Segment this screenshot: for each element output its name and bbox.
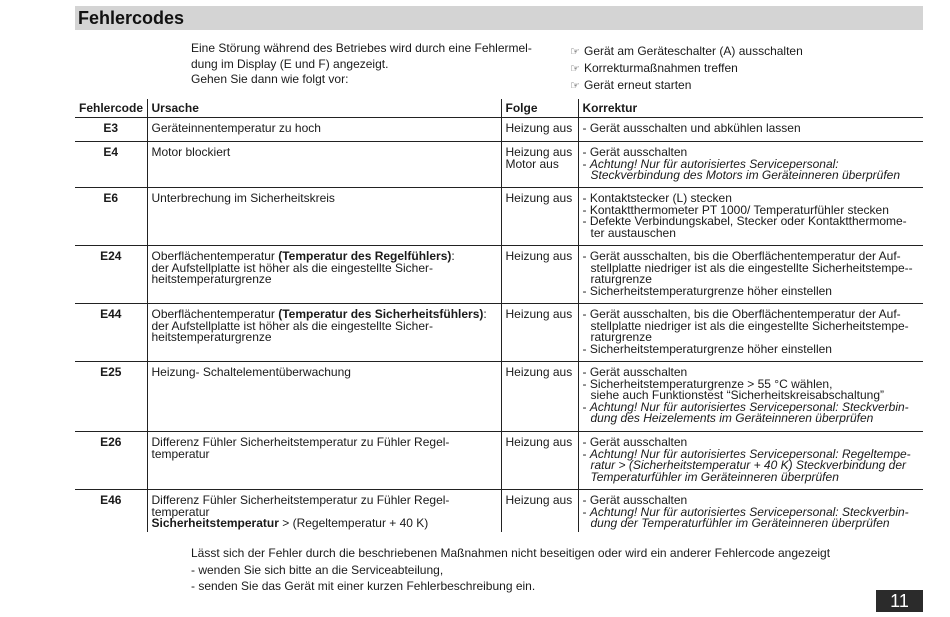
cause-text: :	[483, 307, 487, 321]
table-row	[75, 304, 923, 362]
page-number: 11	[876, 590, 923, 612]
cause-line: Heizung- Schaltelementüberwachung	[151, 365, 351, 379]
fix-text: Achtung! Nur für autorisiertes Servicepersonal: Steckverbin-	[589, 399, 909, 414]
step-item	[570, 43, 910, 60]
cause-emphasis: (Temperatur des Sicherheitsfühlers)	[278, 307, 484, 321]
closing-line: - wenden Sie sich bitte an die Serviceabteilung,	[191, 562, 444, 577]
fix-text: Steckverbindung des Motors im Geräteinneren überprüfen	[590, 168, 901, 182]
table-row	[75, 246, 923, 304]
fix-cell	[578, 432, 923, 490]
cause-cell	[147, 118, 501, 142]
fix-text: - Defekte Verbindungskabel, Stecker oder Kontaktthermome-	[582, 214, 907, 228]
fix-bullet: -	[582, 156, 590, 171]
cause-line: Geräteinnentemperatur zu hoch	[151, 121, 321, 135]
result-line: Heizung aus	[505, 249, 573, 263]
cause-text: Oberflächentemperatur	[151, 307, 279, 321]
step-text: Gerät am Geräteschalter (A) ausschalten	[584, 44, 803, 58]
error-code-table	[75, 99, 923, 532]
result-line: Heizung aus	[505, 493, 573, 507]
fix-text: - Gerät ausschalten	[582, 493, 688, 507]
fix-line	[582, 283, 920, 298]
fix-line	[583, 518, 920, 530]
result-line: Heizung aus	[505, 365, 573, 379]
fix-line	[583, 469, 920, 484]
closing-text	[191, 545, 891, 595]
fix-line	[583, 123, 920, 135]
closing-line: - senden Sie das Gerät mit einer kurzen Fehlerbeschreibung ein.	[191, 579, 536, 593]
cause-line: heitstemperaturgrenze	[151, 272, 272, 286]
result-line: Heizung aus	[505, 307, 573, 321]
result-line: Motor aus	[505, 156, 559, 171]
fix-text: ter austauschen	[590, 225, 676, 240]
fix-text: - Sicherheitstemperaturgrenze höher einstellen	[582, 341, 832, 356]
fix-text: Achtung! Nur für autorisiertes Servicepersonal: Regeltempe-	[589, 446, 911, 461]
header-code: Fehlercode	[75, 99, 147, 118]
fix-text: ratur > (Sicherheitstemperatur + 40 K) Steckverbindung der	[590, 458, 906, 472]
result-cell	[501, 432, 578, 490]
header-fix: Korrektur	[578, 99, 923, 118]
cause-cell	[147, 142, 501, 188]
fix-text: - Gerät ausschalten, bis die Oberflächentemperatur der Auf-	[582, 307, 901, 321]
fix-text: stellplatte niedriger ist als die eingestellte Sicherheitstempe-	[590, 318, 909, 333]
intro-text	[191, 41, 551, 88]
step-text: Gerät erneut starten	[584, 78, 692, 92]
error-code: E24	[75, 246, 147, 304]
table-header-row	[75, 99, 923, 118]
result-cell	[501, 246, 578, 304]
step-text: Korrekturmaßnahmen treffen	[584, 61, 738, 75]
result-cell	[501, 304, 578, 362]
cause-text: Oberflächentemperatur	[151, 249, 279, 263]
step-item	[570, 60, 910, 77]
fix-text: siehe auch Funktionstest “Sicherheitskreisabschaltung”	[590, 388, 884, 402]
fix-text: - Sicherheitstemperaturgrenze > 55 °C wählen,	[582, 376, 833, 391]
table-row	[75, 490, 923, 532]
cause-cell	[147, 246, 501, 304]
cause-cell	[147, 304, 501, 362]
cause-line: Differenz Fühler Sicherheitstemperatur zu Fühler Regel-	[151, 435, 450, 449]
cause-emphasis: (Temperatur des Regelfühlers)	[278, 249, 452, 263]
error-code: E6	[75, 188, 147, 246]
fix-cell	[578, 304, 923, 362]
result-cell	[501, 490, 578, 532]
fix-text: - Kontaktstecker (L) stecken	[582, 191, 732, 205]
fix-text: Achtung! Nur für autorisiertes Servicepersonal: Steckverbin-	[589, 504, 909, 519]
result-cell	[501, 188, 578, 246]
fix-bullet: -	[582, 446, 590, 461]
cause-text: > (Regeltemperatur + 40 K)	[278, 516, 429, 530]
fix-text: Achtung! Nur für autorisiertes Servicepersonal:	[589, 156, 839, 171]
cause-line: Unterbrechung im Sicherheitskreis	[151, 191, 335, 205]
error-code: E25	[75, 362, 147, 432]
result-line: Heizung aus	[505, 435, 573, 449]
closing-line: Lässt sich der Fehler durch die beschriebenen Maßnahmen nicht beseitigen oder wird ein anderer Fehlercode angezeigt	[191, 546, 831, 560]
fix-cell	[578, 490, 923, 532]
table-row	[75, 362, 923, 432]
fix-text: - Gerät ausschalten und abkühlen lassen	[582, 121, 801, 135]
fix-line	[582, 341, 920, 356]
result-cell	[501, 118, 578, 142]
cause-line: Motor blockiert	[151, 145, 231, 159]
table-row	[75, 118, 923, 142]
fix-text: dung des Heizelements im Geräteinneren überprüfen	[590, 411, 874, 425]
fix-line	[583, 170, 920, 182]
page-title: Fehlercodes	[78, 8, 185, 28]
fix-cell	[578, 118, 923, 142]
result-line: Heizung aus	[505, 145, 573, 159]
result-cell	[501, 362, 578, 432]
title-bar	[75, 6, 923, 30]
error-code: E3	[75, 118, 147, 142]
fix-bullet: -	[582, 399, 590, 414]
cause-line: heitstemperaturgrenze	[151, 330, 272, 344]
fix-bullet: -	[582, 504, 590, 519]
fix-cell	[578, 362, 923, 432]
error-code: E46	[75, 490, 147, 532]
fix-line	[583, 225, 920, 240]
fix-text: - Sicherheitstemperaturgrenze höher einstellen	[582, 283, 832, 298]
cause-line	[152, 518, 497, 530]
cause-cell	[147, 188, 501, 246]
cause-cell	[147, 490, 501, 532]
pointing-hand-icon: ☞	[570, 63, 580, 75]
fix-cell	[578, 246, 923, 304]
cause-line: Differenz Fühler Sicherheitstemperatur zu Fühler Regel-	[151, 493, 450, 507]
fix-text: raturgrenze	[590, 330, 652, 344]
table-row	[75, 432, 923, 490]
header-cause: Ursache	[147, 99, 501, 118]
result-line: Heizung aus	[505, 191, 573, 205]
error-code: E26	[75, 432, 147, 490]
cause-line: der Aufstellplatte ist höher als die eingestellte Sicher-	[151, 318, 433, 333]
table-row	[75, 188, 923, 246]
fix-text: - Gerät ausschalten	[582, 365, 688, 379]
cause-cell	[147, 432, 501, 490]
step-item	[570, 77, 910, 94]
fix-text: - Gerät ausschalten, bis die Oberflächentemperatur der Auf-	[582, 249, 901, 263]
result-cell	[501, 142, 578, 188]
intro-line: dung im Display (E und F) angezeigt.	[191, 56, 389, 71]
table-row	[75, 142, 923, 188]
pointing-hand-icon: ☞	[570, 46, 580, 58]
pointing-hand-icon: ☞	[570, 80, 580, 92]
cause-text: :	[451, 249, 455, 263]
fix-cell	[578, 188, 923, 246]
fix-text: - Gerät ausschalten	[582, 145, 688, 159]
fix-text: - Kontaktthermometer PT 1000/ Temperaturfühler stecken	[582, 202, 889, 217]
cause-emphasis: Sicherheitstemperatur	[151, 516, 279, 530]
intro-line: Eine Störung während des Betriebes wird durch eine Fehlermel-	[191, 41, 532, 55]
fix-cell	[578, 142, 923, 188]
fix-text: - Gerät ausschalten	[582, 435, 688, 449]
cause-line: temperatur	[151, 446, 210, 461]
fix-text: Temperaturfühler im Geräteinneren überprüfen	[590, 469, 839, 484]
fix-text: raturgrenze	[590, 272, 652, 286]
error-code: E44	[75, 304, 147, 362]
steps-list	[570, 43, 910, 94]
fix-text: stellplatte niedriger ist als die eingestellte Sicherheitstempe--	[590, 260, 913, 275]
cause-line: der Aufstellplatte ist höher als die eingestellte Sicher-	[151, 260, 433, 275]
fix-line	[583, 413, 920, 425]
header-result: Folge	[501, 99, 578, 118]
cause-cell	[147, 362, 501, 432]
cause-line: temperatur	[151, 504, 210, 519]
fix-text: dung der Temperaturfühler im Geräteinneren überprüfen	[590, 516, 890, 530]
error-code: E4	[75, 142, 147, 188]
intro-line: Gehen Sie dann wie folgt vor:	[191, 72, 349, 86]
result-line: Heizung aus	[505, 121, 573, 135]
